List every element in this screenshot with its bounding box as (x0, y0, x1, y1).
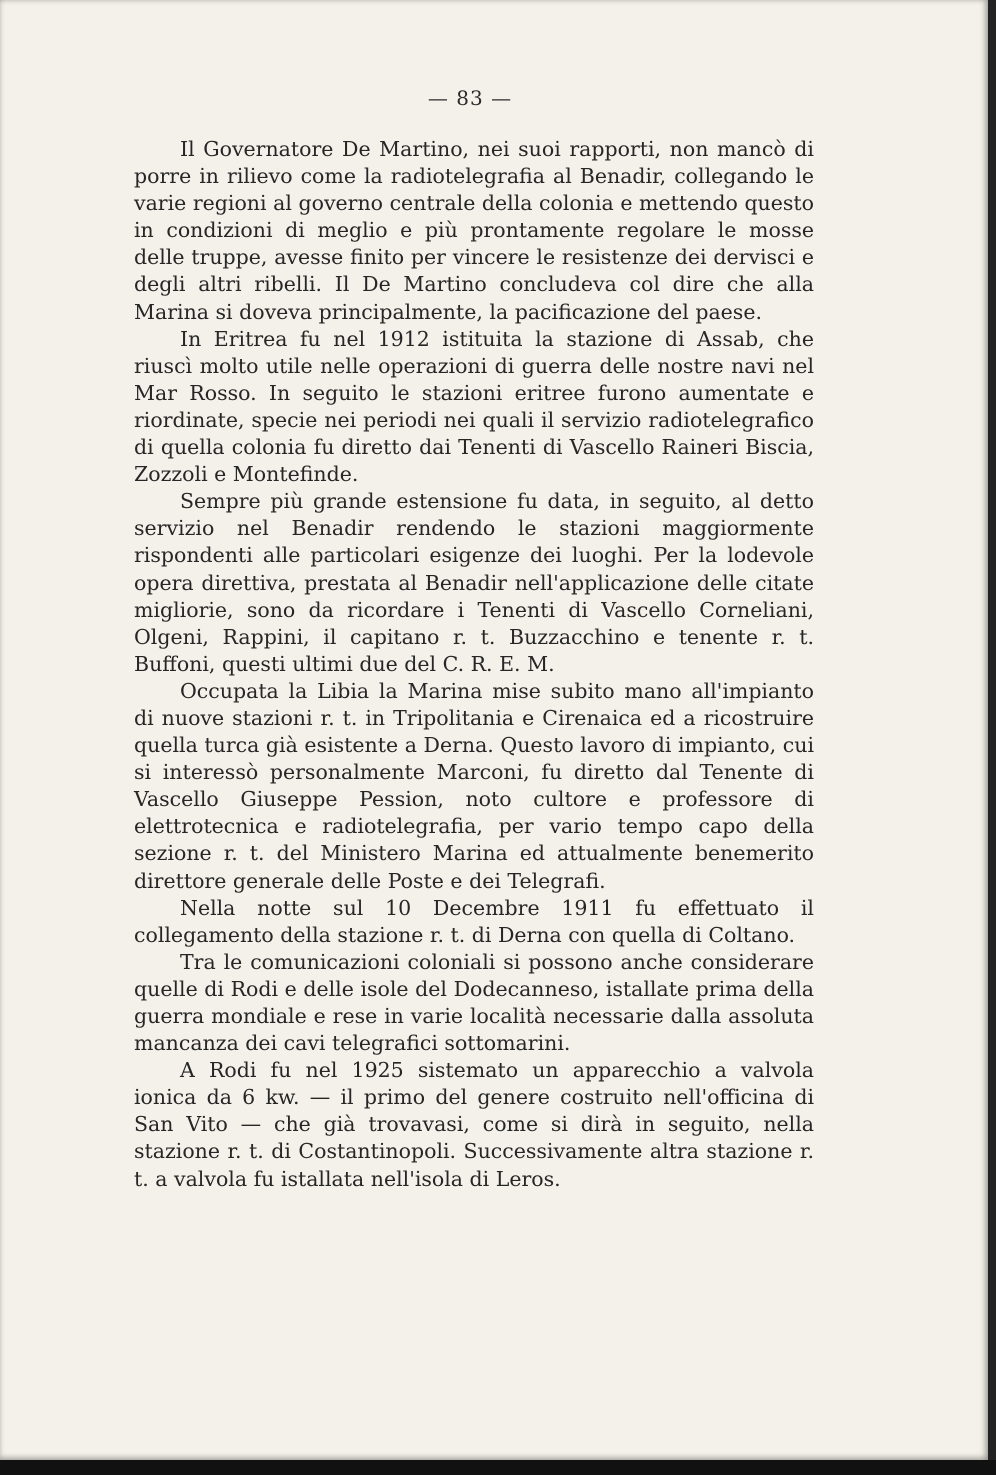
paragraph-derna-coltano: Nella notte sul 10 Decembre 1911 fu effettuato il collegamento della stazione r. t. di Derna con quella di Coltano. (134, 895, 814, 947)
paragraph-benadir: Sempre più grande estensione fu data, in seguito, al detto servizio nel Benadir rendendo le stazioni maggiormente rispondenti alle particolari esigenze dei luoghi. Per la lodevole opera direttiva, prestata al Benadir nell'applicazione delle citate migliorie, sono da ricordare i Tenenti di Vascello Corneliani, Olgeni, Rappini, il capitano r. t. Buzzacchino e tenente r. t. Buffoni, questi ultimi due del C. R. E. M. (134, 489, 814, 676)
paragraph-eritrea: In Eritrea fu nel 1912 istituita la stazione di Assab, che riuscì molto utile nelle operazioni di guerra delle nostre navi nel Mar Rosso. In seguito le stazioni eritree furono aumentate e riordinate, specie nei periodi nei quali il servizio radiotelegrafico di quella colonia fu diretto dai Tenenti di Vascello Raineri Biscia, Zozzoli e Montefinde. (134, 326, 814, 487)
paragraph-libia: Occupata la Libia la Marina mise subito mano all'impianto di nuove stazioni r. t. in Tripolitania e Cirenaica ed a ricostruire quella turca già esistente a Derna. Questo lavoro di impianto, cui si interessò personalmente Marconi, fu diretto dal Tenente di Vascello Giuseppe Pession, noto cultore e professore di elettrotecnica e radiotelegrafia, per vario tempo capo della sezione r. t. del Ministero Marina ed attualmente benemerito direttore generale delle Poste e dei Telegrafi. (134, 678, 814, 893)
paragraph-rodi-valvola: A Rodi fu nel 1925 sistemato un apparecchio a valvola ionica da 6 kw. — il primo del genere costruito nell'officina di San Vito — che già trovavasi, come si dirà in seguito, nella stazione r. t. di Costantinopoli. Successivamente altra stazione r. t. a valvola fu istallata nell'isola di Leros. (134, 1058, 814, 1191)
body-text (134, 136, 814, 1193)
scan-edge-right (988, 0, 996, 1475)
page-number: — 83 — (427, 86, 513, 110)
paragraph-governatore: Il Governatore De Martino, nei suoi rapporti, non mancò di porre in rilievo come la radiotelegrafia al Benadir, collegando le varie regioni al governo centrale della colonia e mettendo questo in condizioni di meglio e più prontamente regolare le mosse delle truppe, avesse finito per vincere le resistenze dei dervisci e degli altri ribelli. Il De Martino concludeva col dire che alla Marina si doveva principalmente, la pacificazione del paese. (134, 137, 814, 324)
paragraph-rodi-dodecanneso: Tra le comunicazioni coloniali si possono anche considerare quelle di Rodi e delle isole del Dodecanneso, istallate prima della guerra mondiale e rese in varie località necessarie dalla assoluta mancanza dei cavi telegrafici sottomarini. (134, 949, 814, 1056)
scan-edge-bottom (0, 1460, 996, 1475)
